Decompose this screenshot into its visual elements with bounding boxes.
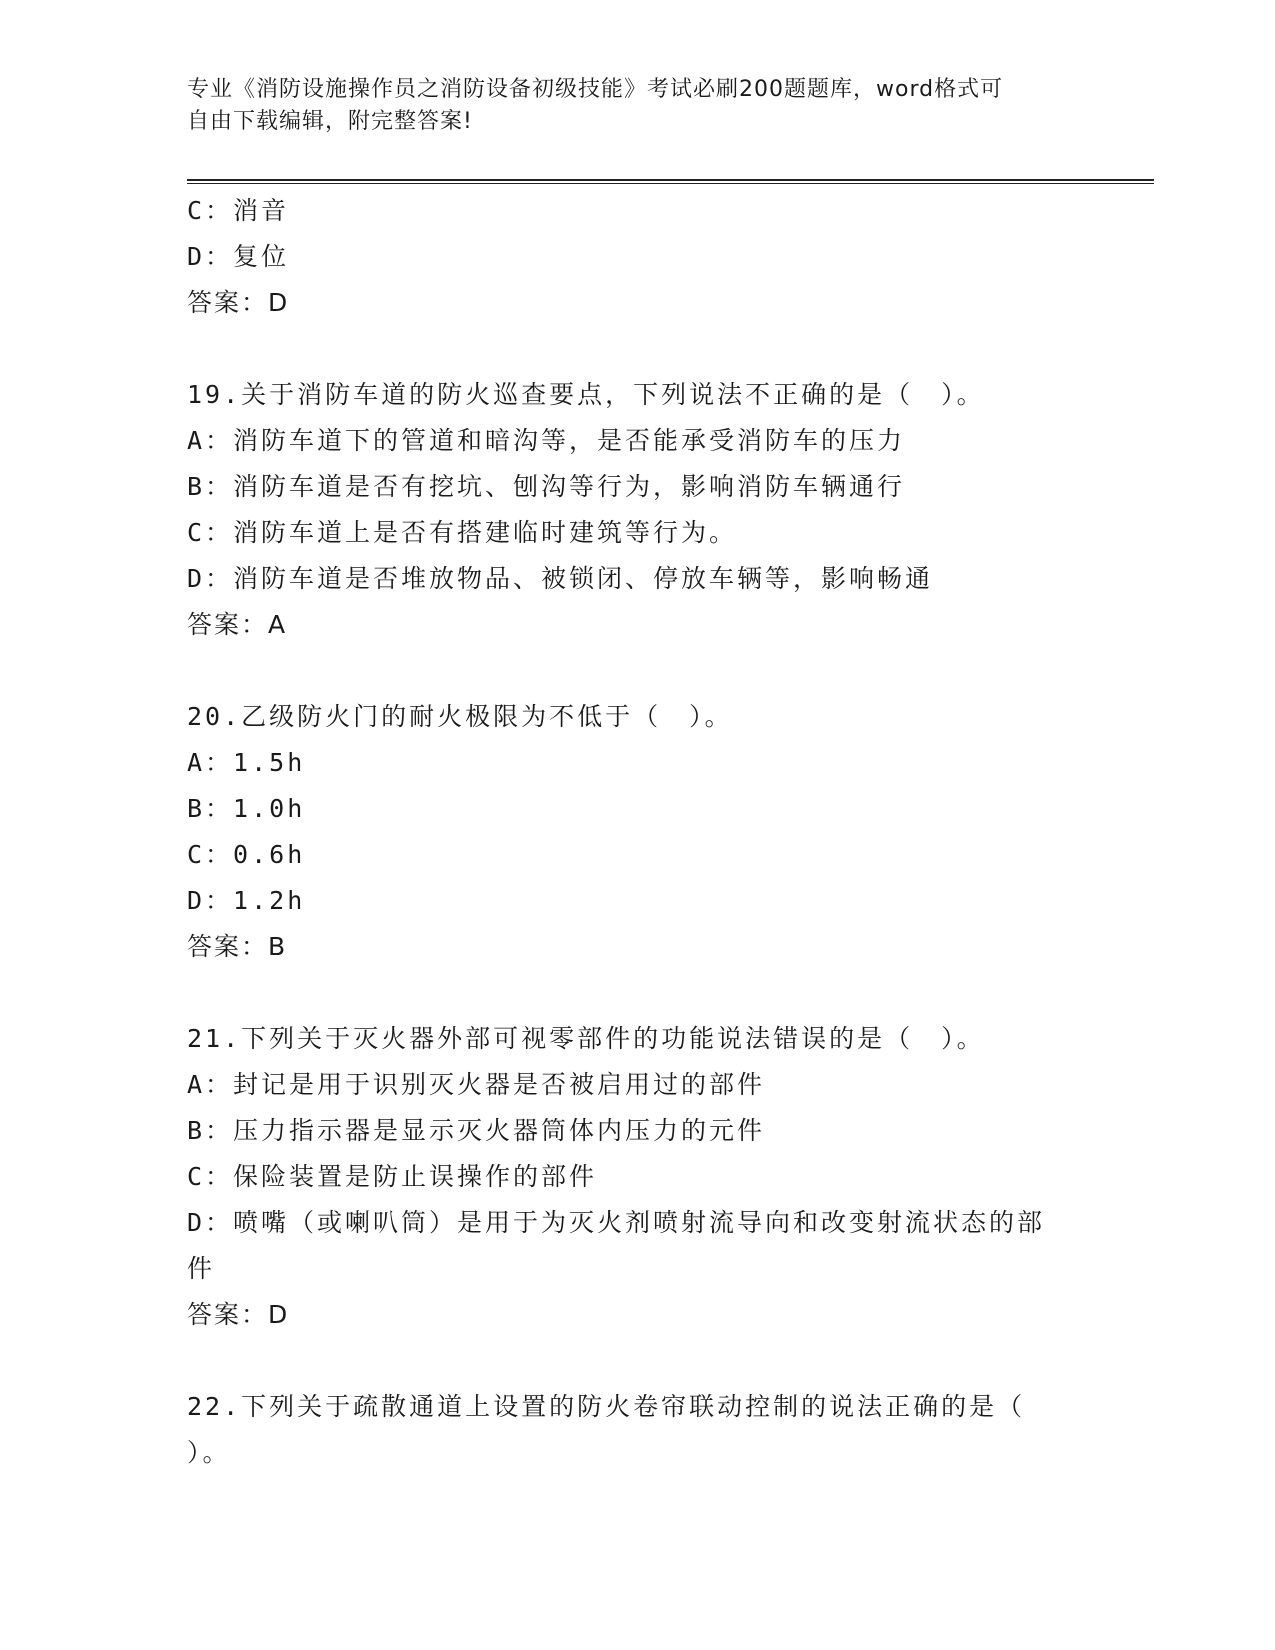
header-rule-thick [187, 179, 1154, 181]
header-line-2: 自由下载编辑，附完整答案! [187, 109, 473, 134]
question-19 [187, 372, 1087, 648]
option-b: B：1.0h [187, 794, 306, 823]
option-b: B：压力指示器是显示灭火器筒体内压力的元件 [187, 1116, 766, 1145]
question-22 [187, 1384, 1087, 1476]
question-stem-line-1: 22.下列关于疏散通道上设置的防火卷帘联动控制的说法正确的是（ [187, 1392, 1026, 1421]
question-20 [187, 694, 1087, 970]
option-c: C：消防车道上是否有搭建临时建筑等行为。 [187, 518, 738, 547]
option-b: B：消防车道是否有挖坑、刨沟等行为，影响消防车辆通行 [187, 472, 906, 501]
option-d: D：消防车道是否堆放物品、被锁闭、停放车辆等，影响畅通 [187, 564, 934, 593]
spacer [187, 970, 1087, 1016]
answer: 答案：A [187, 610, 288, 639]
option-a: A：消防车道下的管道和暗沟等，是否能承受消防车的压力 [187, 426, 906, 455]
option-a: A：封记是用于识别灭火器是否被启用过的部件 [187, 1070, 766, 1099]
header-rule-thin [187, 183, 1154, 184]
option-d: D：1.2h [187, 886, 306, 915]
answer: 答案：D [187, 1300, 290, 1329]
question-list [187, 188, 1087, 1476]
page-header [187, 74, 1077, 138]
prev-option-c: C：消音 [187, 196, 290, 225]
option-d-line-1: D：喷嘴（或喇叭筒）是用于为灭火剂喷射流导向和改变射流状态的部 [187, 1208, 1046, 1237]
option-c: C：保险装置是防止误操作的部件 [187, 1162, 598, 1191]
option-a: A：1.5h [187, 748, 306, 777]
question-stem-line-2: ）。 [187, 1438, 231, 1467]
spacer [187, 326, 1087, 372]
option-c: C：0.6h [187, 840, 306, 869]
prev-option-d: D：复位 [187, 242, 290, 271]
header-line-1: 专业《消防设施操作员之消防设备初级技能》考试必刷200题题库，word格式可 [187, 77, 1004, 102]
spacer [187, 648, 1087, 694]
option-d-line-2: 件 [187, 1254, 216, 1283]
question-stem: 21.下列关于灭火器外部可视零部件的功能说法错误的是（ ）。 [187, 1024, 985, 1053]
spacer [187, 1338, 1087, 1384]
question-stem: 20.乙级防火门的耐火极限为不低于（ ）。 [187, 702, 733, 731]
question-stem: 19.关于消防车道的防火巡查要点，下列说法不正确的是（ ）。 [187, 380, 985, 409]
prev-answer: 答案：D [187, 288, 290, 317]
question-21 [187, 1016, 1087, 1338]
answer: 答案：B [187, 932, 288, 961]
